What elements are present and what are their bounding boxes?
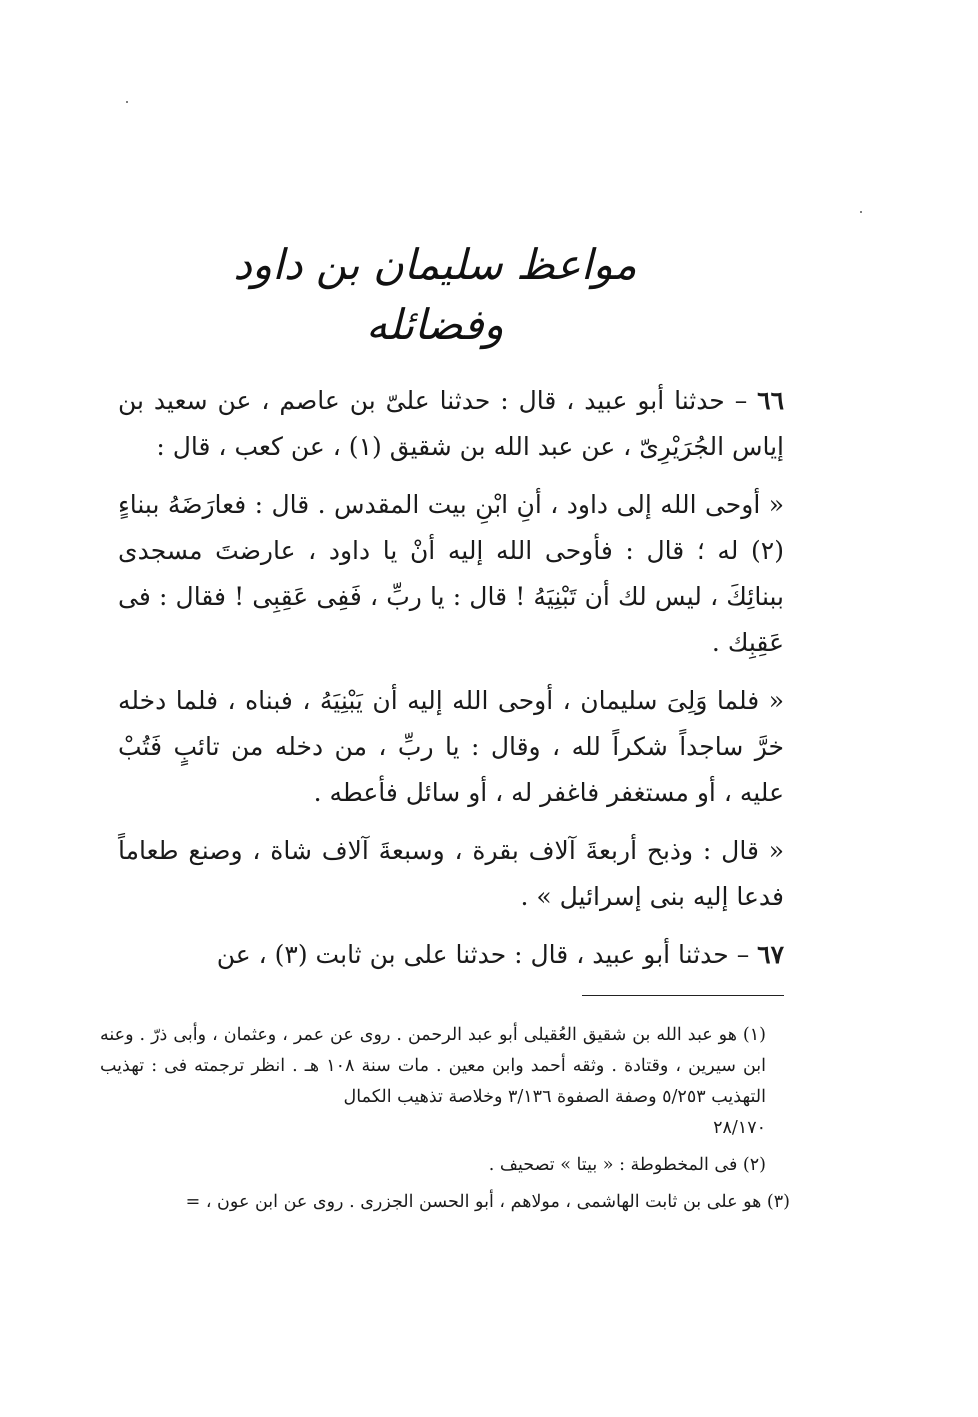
main-text [118,378,784,978]
footnote [100,1150,790,1181]
footnote [100,1020,790,1144]
hadith-number: ٦٦ [757,386,784,415]
footnote-text: (١) هو عبد الله بن شقيق العُقيلى أبو عبد الرحمن . روى عن عمر ، وعثمان ، وأبى ذرّ . وعنه ابن سيرين ، وقتادة . وثقه أحمد وابن معين . مات سنة ١٠٨ هـ . انظر ترجمته فى : تهذيب التهذيب ٥/٢٥٣ وصفة الصفوة ٣/١٣٦ وخلاصة تذهيب الكمال [100,1025,766,1107]
hadith-number: ٦٧ [757,940,784,969]
paragraph-text: – حدثنا أبو عبيد ، قال : حدثنا علىّ بن عاصم ، عن سعيد بن إياس الجُرَيْرِىّ ، عن عبد الله بن شقيق (١) ، عن كعب ، قال : [118,386,784,461]
scan-speck [860,211,862,213]
paragraph-text: « قال : وذبح أربعةَ آلاف بقرة ، وسبعةَ آلاف شاة ، وصنع طعاماً فدعا إليه بنى إسرائيل » . [118,836,784,911]
footnote-text-end: ٢٨/١٧٠ [713,1118,766,1138]
chapter-title: مواعظ سليمان بن داود وفضائله [233,240,637,349]
paragraph [118,828,784,920]
paragraph-text: « أوحى الله إلى داود ، أنِ ابْنِ بيت المقدس . قال : فعارَضَهُ ببناءٍ (٢) له ؛ قال : فأوحى الله إليه أنْ يا داود ، عارضتَ مسجدى ببنائِكَ ، ليس لك أن تَبْنِيَهُ ! قال : يا ربِّ ، فَفِى عَقِبِى ! فقال : فى عَقِبِك . [118,490,784,657]
paragraph [118,932,784,978]
footnotes [100,1020,790,1224]
paragraph [118,482,784,666]
footnote-text: (٢) فى المخطوطة : « بيتا » تصحيف . [488,1155,766,1175]
footnote-text: (٣) هو على بن ثابت الهاشمى ، مولاهم ، أبو الحسن الجزرى . روى عن ابن عون ، = [185,1192,790,1212]
paragraph-text: « فلما وَلِىَ سليمان ، أوحى الله إليه أن يَبْنِيَهُ ، فبناه ، فلما دخله خرَّ ساجداً شكراً لله ، وقال : يا ربِّ ، من دخله من تائبٍ فَتُبْ عليه ، أو مستغفر فاغفر له ، أو سائل فأعطه . [118,686,784,807]
footnote-divider [582,995,784,996]
footnote [100,1187,790,1218]
scan-speck [126,101,128,103]
paragraph-text: – حدثنا أبو عبيد ، قال : حدثنا على بن ثابت (٣) ، عن [216,940,758,969]
paragraph [118,678,784,816]
paragraph [118,378,784,470]
